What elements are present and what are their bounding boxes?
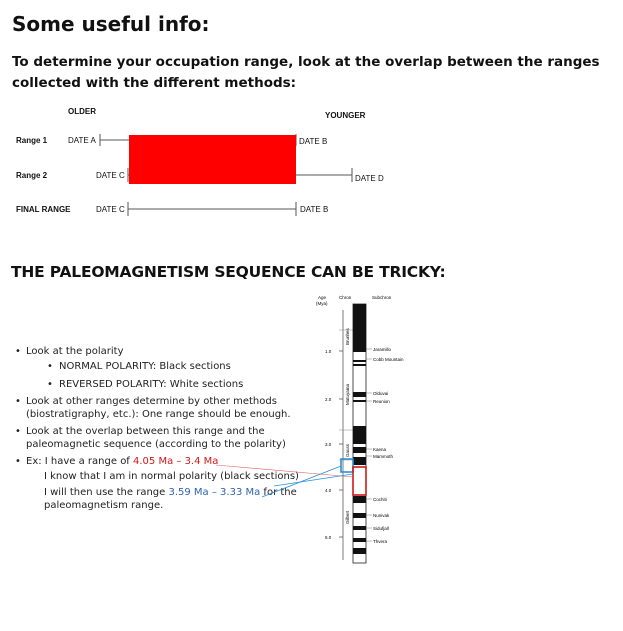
- list-item: • Look at the overlap between this range and the: [15, 426, 265, 437]
- chron-matuyama: Matuyama: [345, 383, 350, 405]
- subchron-label: Jaramillo: [373, 347, 392, 352]
- bullet-text: (biostratigraphy, etc.): One range should be enough.: [26, 409, 291, 420]
- age-tick: 1.0: [325, 349, 332, 354]
- example-range-red: 4.05 Ma – 3.4 Ma: [133, 456, 219, 467]
- subchron-header: Subchron: [372, 295, 392, 300]
- bullet-text: paleomagnetic sequence (according to the polarity): [26, 439, 286, 450]
- list-item: • Ex: I have a range of 4.05 Ma – 3.4 Ma: [15, 456, 219, 467]
- chron-header: Chron: [339, 295, 352, 300]
- intro-text: To determine your occupation range, look at the overlap between the ranges collected with the different methods:: [12, 54, 600, 91]
- subchron-label: Kaena: [373, 447, 387, 452]
- normal-section-gauss: [353, 426, 366, 444]
- subchron-label: Reunion: [373, 399, 390, 404]
- subchron-label: Mammoth: [373, 454, 394, 459]
- bullet-text: Look at the overlap between this range and the: [26, 426, 265, 437]
- paleo-heading: THE PALEOMAGNETISM SEQUENCE CAN BE TRICKY:: [11, 263, 446, 281]
- bullet-text: I will then use the range: [44, 487, 169, 498]
- chron-brunhes: Brunhes: [345, 328, 350, 345]
- age-tick: 3.0: [325, 442, 332, 447]
- subchron-label: Cochiti: [373, 497, 387, 502]
- older-label: OLDER: [68, 107, 96, 116]
- final-date-c-label: DATE C: [96, 205, 125, 214]
- date-b-label: DATE B: [299, 137, 328, 146]
- chron-gilbert: Gilbert: [345, 510, 350, 524]
- date-c-label: DATE C: [96, 171, 125, 180]
- subchron-label: Nunivak: [373, 513, 390, 518]
- bullet-text: for the: [260, 487, 297, 498]
- page-title: Some useful info:: [12, 12, 210, 36]
- subchron-label: Thvera: [373, 539, 388, 544]
- subchron-label: Sidufjall: [373, 526, 389, 531]
- bullet-text: I know that I am in normal polarity (black sections): [44, 471, 299, 482]
- subchron-label: Olduvai: [373, 391, 389, 396]
- age-tick: 4.0: [325, 488, 332, 493]
- bullet-text: Look at the polarity: [26, 346, 124, 357]
- chron-gauss: Gauss: [345, 443, 350, 457]
- final-date-b-label: DATE B: [300, 205, 329, 214]
- red-connector: [216, 465, 353, 477]
- bullet-text: paleomagnetism range.: [44, 500, 164, 511]
- normal-section-brunhes: [353, 304, 366, 352]
- range1-label: Range 1: [16, 136, 48, 145]
- age-header: Age: [318, 295, 327, 300]
- age-tick: 2.0: [325, 397, 332, 402]
- list-item: • Look at the polarity: [15, 346, 124, 357]
- range2-label: Range 2: [16, 171, 48, 180]
- age-unit: (Mya): [316, 301, 328, 306]
- age-tick: 5.0: [325, 535, 332, 540]
- bullet-text: NORMAL POLARITY: Black sections: [59, 361, 231, 372]
- bullet-text: REVERSED POLARITY: White sections: [59, 379, 244, 390]
- list-item: • Look at other ranges determine by other methods: [15, 396, 277, 407]
- list-item: • NORMAL POLARITY: Black sections: [47, 361, 231, 372]
- younger-label: YOUNGER: [325, 111, 366, 120]
- date-a-label: DATE A: [68, 136, 96, 145]
- list-item: • REVERSED POLARITY: White sections: [47, 379, 244, 390]
- date-d-label: DATE D: [355, 174, 384, 183]
- bullet-text: Ex: I have a range of: [26, 456, 134, 467]
- final-range-label: FINAL RANGE: [16, 205, 71, 214]
- example-range-blue: 3.59 Ma – 3.33 Ma: [168, 487, 261, 498]
- subchron-label: Cobb Mountain: [373, 357, 404, 362]
- bullet-text: Look at other ranges determine by other methods: [26, 396, 277, 407]
